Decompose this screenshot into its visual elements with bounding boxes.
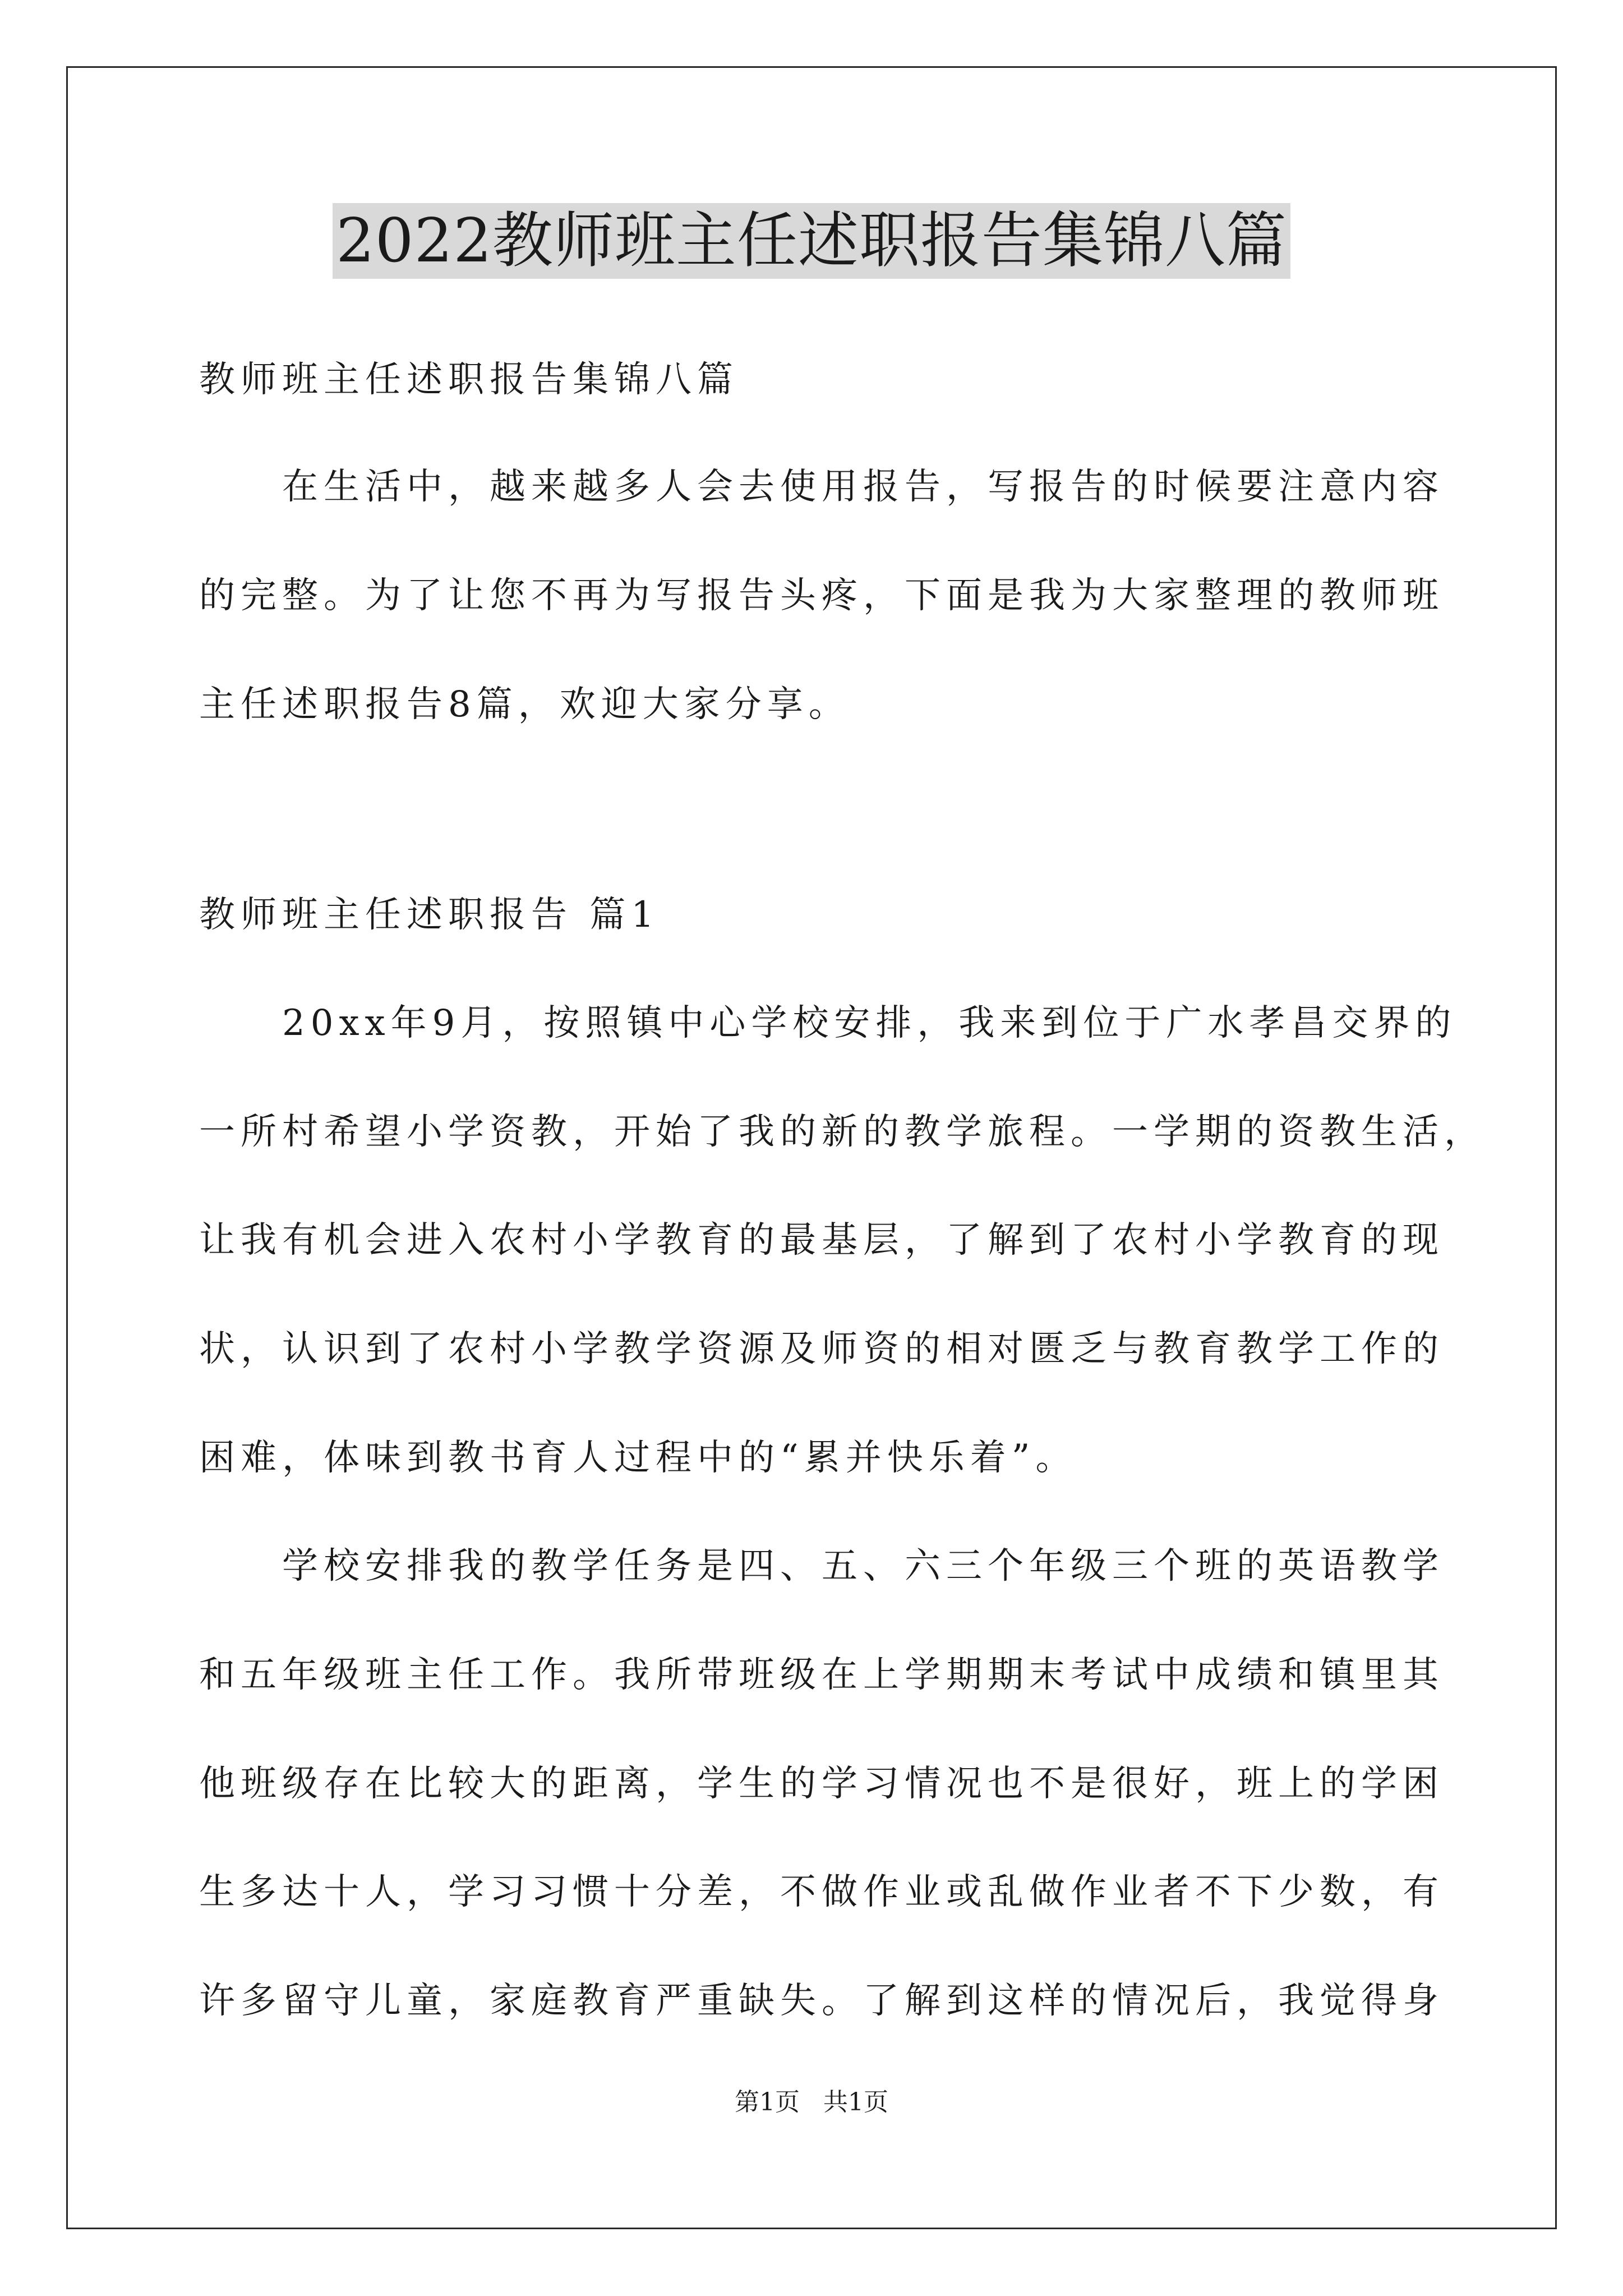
section-heading: 教师班主任述职报告 篇1 bbox=[199, 894, 660, 936]
para1-line-4: 状，认识到了农村小学教学资源及师资的相对匮乏与教育教学工作的 bbox=[199, 1328, 1444, 1370]
para1-line-1: 20xx年9月，按照镇中心学校安排，我来到位于广水孝昌交界的 bbox=[282, 1002, 1457, 1044]
document-title: 2022教师班主任述职报告集锦八篇 bbox=[333, 203, 1290, 279]
para2-line-3: 他班级存在比较大的距离，学生的学习情况也不是很好，班上的学困 bbox=[199, 1763, 1444, 1805]
para1-line-2: 一所村希望小学资教，开始了我的新的教学旅程。一学期的资教生活， bbox=[199, 1111, 1486, 1153]
intro-line-2: 的完整。为了让您不再为写报告头疼，下面是我为大家整理的教师班 bbox=[199, 575, 1444, 616]
para1-line-3: 让我有机会进入农村小学教育的最基层，了解到了农村小学教育的现 bbox=[199, 1220, 1444, 1261]
para2-line-5: 许多留守儿童，家庭教育严重缺失。了解到这样的情况后，我觉得身 bbox=[199, 1980, 1444, 2022]
intro-line-3: 主任述职报告8篇，欢迎大家分享。 bbox=[199, 684, 850, 725]
para2-line-1: 学校安排我的教学任务是四、五、六三个年级三个班的英语教学 bbox=[282, 1545, 1444, 1587]
document-subtitle: 教师班主任述职报告集锦八篇 bbox=[199, 359, 739, 401]
page-number-footer: 第1页 共1页 bbox=[735, 2088, 888, 2116]
para2-line-2: 和五年级班主任工作。我所带班级在上学期期末考试中成绩和镇里其 bbox=[199, 1654, 1444, 1696]
para1-line-5: 困难，体味到教书育人过程中的“累并快乐着”。 bbox=[199, 1437, 1077, 1479]
intro-line-1: 在生活中，越来越多人会去使用报告，写报告的时候要注意内容 bbox=[282, 466, 1444, 508]
title-container bbox=[0, 203, 1623, 279]
para2-line-4: 生多达十人，学习习惯十分差，不做作业或乱做作业者不下少数，有 bbox=[199, 1871, 1444, 1913]
